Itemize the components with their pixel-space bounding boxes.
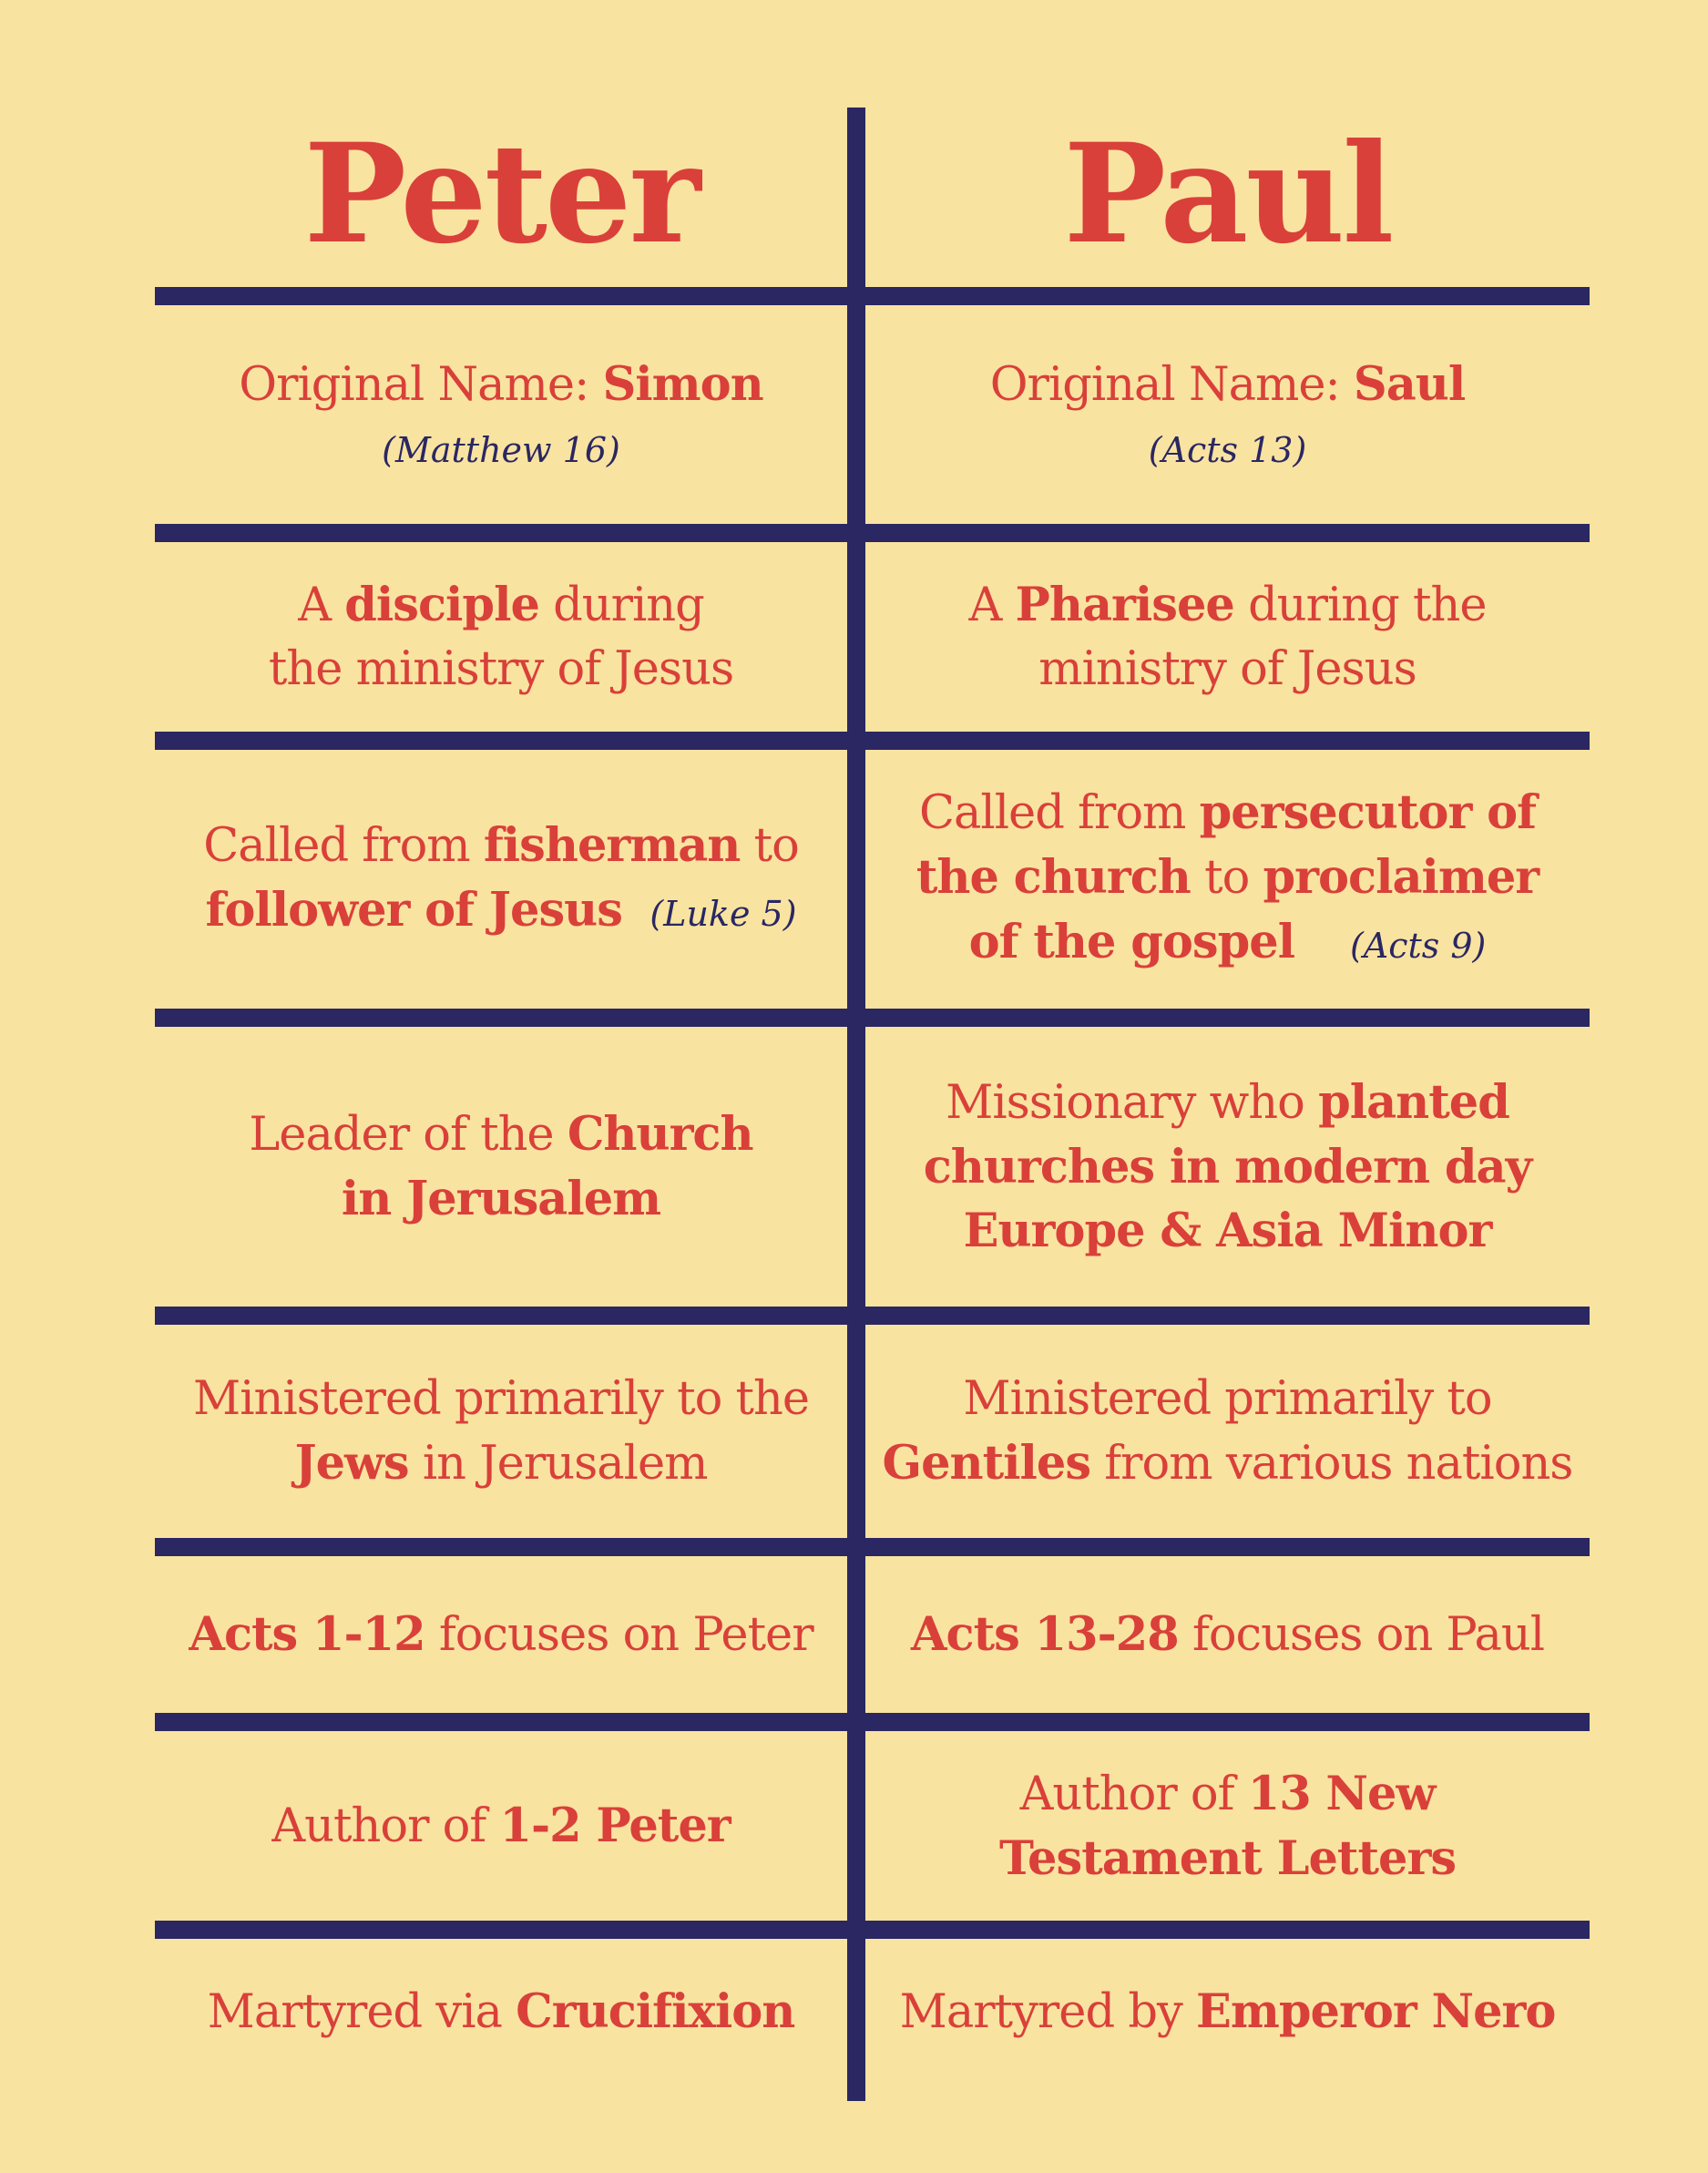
- peter-ministry-audience: Ministered primarily to the Jews in Jerusalem: [192, 1371, 810, 1491]
- row-divider: [155, 732, 1590, 750]
- header-peter: Peter: [303, 113, 699, 274]
- peter-authorship: Author of 1-2 Peter: [271, 1798, 731, 1853]
- scripture-reference: (Acts 13): [1148, 429, 1307, 470]
- row-divider: [155, 1009, 1590, 1027]
- row-divider: [155, 1713, 1590, 1731]
- row-divider: [155, 1921, 1590, 1939]
- peter-role: A disciple during the ministry of Jesus: [268, 577, 734, 696]
- scripture-reference: (Acts 9): [1349, 926, 1487, 966]
- paul-calling: Called from persecutor of the church to proclaimer of the gospel (Acts 9): [915, 785, 1539, 969]
- peter-martyrdom: Martyred via Crucifixion: [207, 1983, 795, 2039]
- peter-acts-focus: Acts 1-12 focuses on Peter: [189, 1606, 813, 1662]
- scripture-reference: (Luke 5): [649, 893, 797, 934]
- peter-original-name: Original Name: Simon (Matthew 16): [155, 305, 847, 524]
- row-divider: [155, 1538, 1590, 1556]
- peter-calling: Called from fisherman to follower of Jesus (Luke 5): [203, 817, 799, 938]
- paul-original-name: Original Name: Saul (Acts 13): [865, 305, 1590, 524]
- row-divider: [155, 524, 1590, 542]
- paul-martyrdom: Martyred by Emperor Nero: [899, 1983, 1556, 2039]
- column-divider: [847, 108, 865, 2101]
- header-paul: Paul: [1063, 113, 1392, 274]
- header-peter-cell: [155, 100, 847, 287]
- paul-ministry-audience: Ministered primarily to Gentiles from various nations: [882, 1371, 1573, 1491]
- paul-authorship: Author of 13 New Testament Letters: [998, 1766, 1457, 1886]
- paul-role: A Pharisee during the ministry of Jesus: [968, 577, 1487, 696]
- paul-acts-focus: Acts 13-28 focuses on Paul: [910, 1606, 1545, 1662]
- paul-mission: Missionary who planted churches in modern day Europe & Asia Minor: [923, 1075, 1532, 1258]
- row-divider: [155, 287, 1590, 305]
- row-divider: [155, 1307, 1590, 1325]
- peter-leadership: Leader of the Church in Jerusalem: [249, 1107, 753, 1226]
- header-paul-cell: [865, 100, 1590, 287]
- scripture-reference: (Matthew 16): [382, 429, 620, 470]
